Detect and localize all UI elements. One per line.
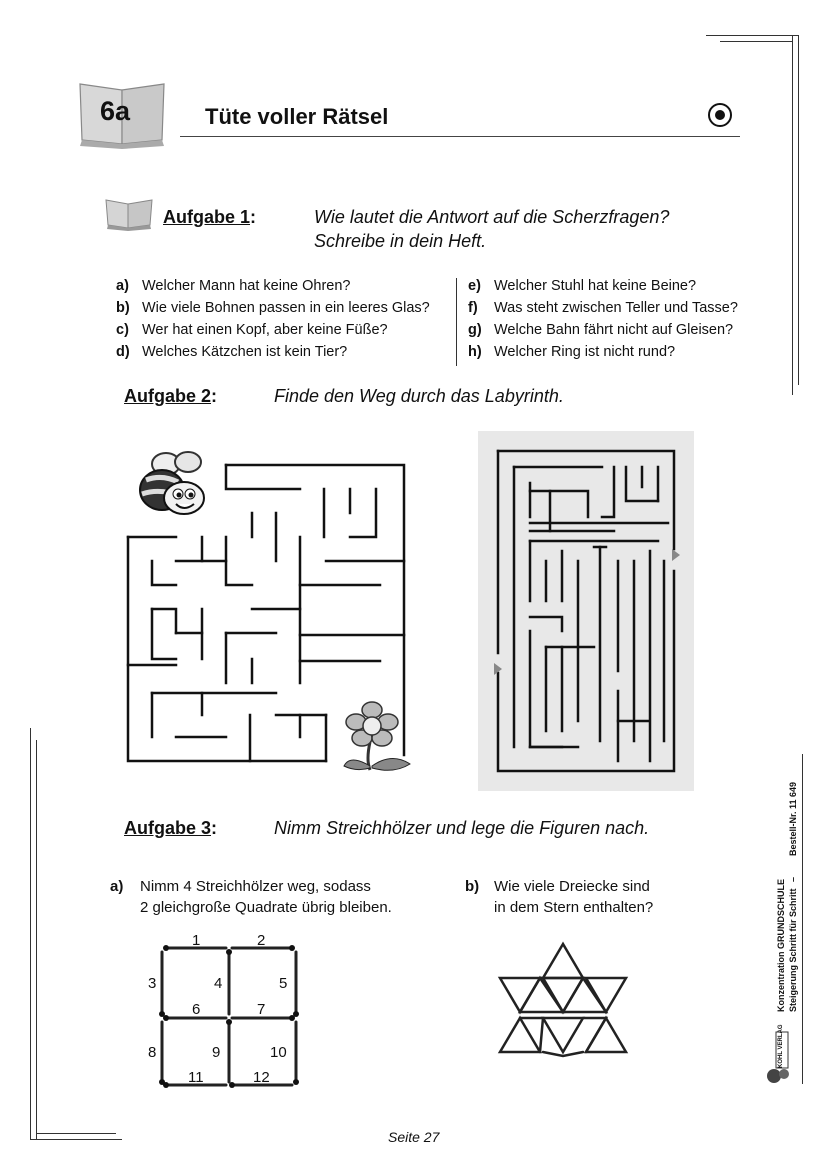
task3-instruction: Nimm Streichhölzer und lege die Figuren nach. xyxy=(274,818,650,838)
task2-heading: Aufgabe 2: xyxy=(124,386,218,406)
question-h: h) Welcher Ring ist nicht rund? xyxy=(468,344,676,360)
matchstick-star xyxy=(492,938,634,1062)
question-f: f) Was steht zwischen Teller und Tasse? xyxy=(468,300,738,316)
open-book-icon xyxy=(104,196,154,232)
task3-a-line2: 2 gleichgroße Quadrate übrig bleiben. xyxy=(140,899,392,916)
frame-bottom-h2 xyxy=(36,1133,116,1134)
question-c: c) Wer hat einen Kopf, aber keine Füße? xyxy=(116,322,388,338)
side-rule xyxy=(802,754,803,1084)
task3-heading: Aufgabe 3: xyxy=(124,818,218,838)
task3-b-line2: in dem Stern enthalten? xyxy=(494,899,654,916)
task2-instruction: Finde den Weg durch das Labyrinth. xyxy=(274,386,564,406)
question-d: d) Welches Kätzchen ist kein Tier? xyxy=(116,344,348,360)
task1-instruction-1: Wie lautet die Antwort auf die Scherzfragen? xyxy=(314,207,670,227)
match-number-7: 7 xyxy=(257,1001,266,1018)
matchstick-grid xyxy=(140,928,315,1088)
task3-a-line1: Nimm 4 Streichhölzer weg, sodass xyxy=(140,878,371,895)
flower-icon xyxy=(336,700,416,774)
task3-b-letter: b) xyxy=(465,878,480,895)
question-a: a) Welcher Mann hat keine Ohren? xyxy=(116,278,351,294)
question-g: g) Welche Bahn fährt nicht auf Gleisen? xyxy=(468,322,734,338)
match-number-3: 3 xyxy=(148,975,157,992)
target-icon xyxy=(707,102,733,128)
frame-left-v1 xyxy=(30,728,31,1140)
match-number-11: 11 xyxy=(188,1069,204,1086)
badge-label: 6a xyxy=(100,96,131,126)
frame-right-v2 xyxy=(798,35,799,385)
side-series-line1: Konzentration GRUNDSCHULE xyxy=(776,879,786,1012)
frame-right-v1 xyxy=(792,35,793,395)
page-title: Tüte voller Rätsel xyxy=(205,104,389,129)
match-number-1: 1 xyxy=(192,932,201,949)
task3-b-line1: Wie viele Dreiecke sind xyxy=(494,878,650,895)
side-order-number: Bestell-Nr. 11 649 xyxy=(788,781,798,856)
match-number-9: 9 xyxy=(212,1044,221,1061)
side-series-line2: Steigerung Schritt für Schritt xyxy=(788,888,798,1012)
side-dash: – xyxy=(788,876,798,882)
match-number-6: 6 xyxy=(192,1001,201,1018)
task1-heading: Aufgabe 1: xyxy=(163,207,257,227)
page-number: Seite 27 xyxy=(388,1129,440,1145)
maze-right xyxy=(478,431,694,791)
task3-label: Aufgabe 3 xyxy=(124,818,212,838)
task3-a-letter: a) xyxy=(110,878,124,895)
question-b: b) Wie viele Bohnen passen in ein leeres Glas? xyxy=(116,300,430,316)
match-number-2: 2 xyxy=(257,932,266,949)
question-e: e) Welcher Stuhl hat keine Beine? xyxy=(468,278,697,294)
question-divider xyxy=(456,278,457,366)
title-rule xyxy=(180,136,740,137)
match-number-10: 10 xyxy=(270,1044,287,1061)
match-number-12: 12 xyxy=(253,1069,270,1086)
frame-top-right-h2 xyxy=(720,41,792,42)
frame-left-v2 xyxy=(36,740,37,1140)
task1-label: Aufgabe 1 xyxy=(163,207,251,227)
frame-bottom-h1 xyxy=(30,1139,122,1140)
match-number-4: 4 xyxy=(214,975,223,992)
task2-label: Aufgabe 2 xyxy=(124,386,212,406)
task1-instruction-2: Schreibe in dein Heft. xyxy=(314,231,487,251)
kohl-logo-text: KOHL VERLAG xyxy=(778,1024,784,1068)
frame-top-right-h1 xyxy=(706,35,798,36)
match-number-8: 8 xyxy=(148,1044,157,1061)
match-number-5: 5 xyxy=(279,975,288,992)
